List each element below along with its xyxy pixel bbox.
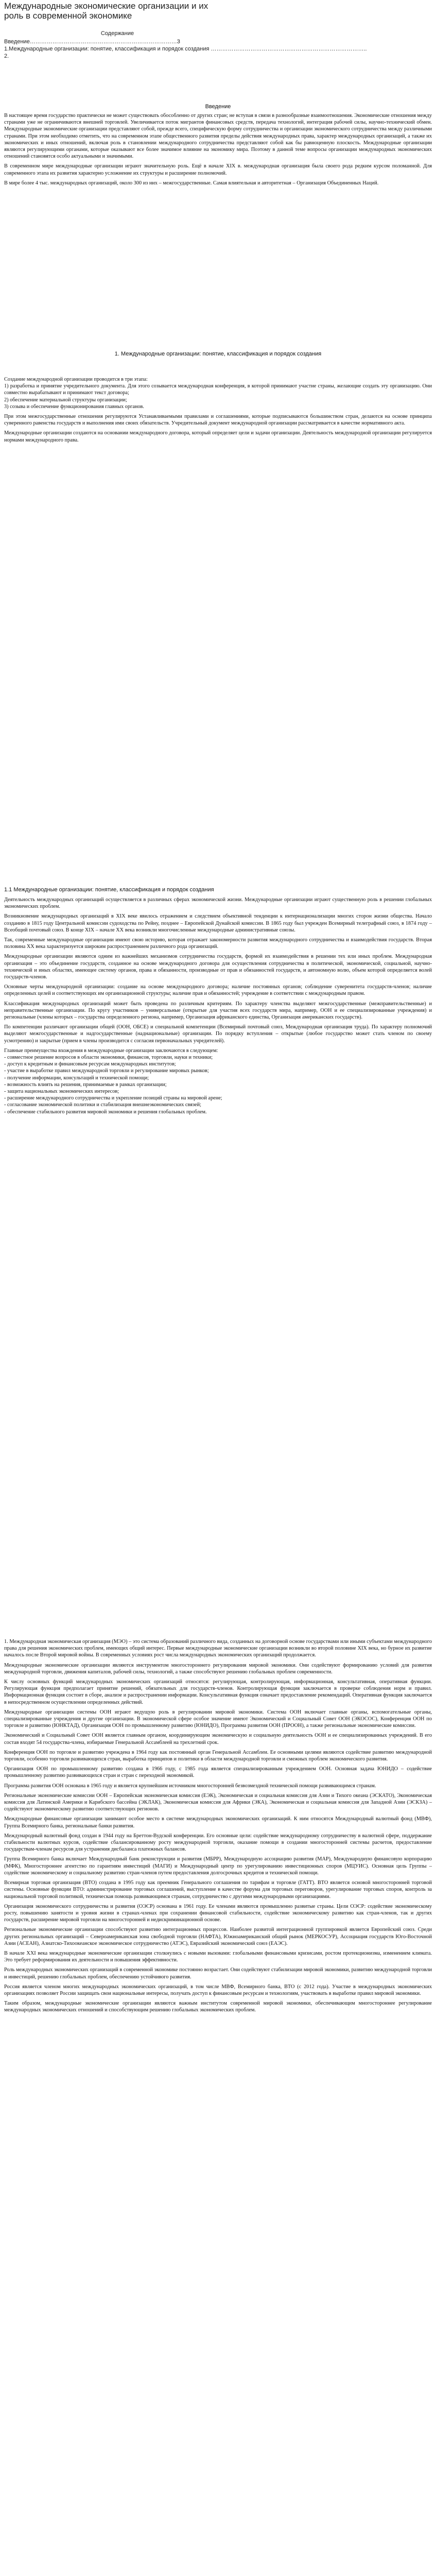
- list-item: - защита национальных экономических интересов;: [4, 1089, 119, 1095]
- intro-heading: Введение: [205, 104, 231, 110]
- list-item: - совместное решение вопросов в области экономики, финансов, торговли, науки и техники;: [4, 1055, 213, 1061]
- paragraph: Конференция ООН по торговле и развитию учреждена в 1964 году как постоянный орган Генеральной Ассамблеи. Ее основными целями являются содействие развитию международной торговли, особенно торговли развивающихся стран, выработка принципов и политики в области международной торговли и смежных проблем экономического развития.: [4, 1749, 432, 1762]
- document-title: Международные экономические организации и их роль в современной экономике: [4, 1, 208, 21]
- paragraph: Программа развития ООН основана в 1965 году и является крупнейшим источником многосторонней безвозмездной технической помощи развивающимся странам.: [4, 1783, 376, 1789]
- toc-item-intro[interactable]: Введение……………………………………………………………………3: [4, 39, 180, 45]
- list-item: - расширение международного сотрудничества и укрепление позиций страны на мировой арене;: [4, 1095, 222, 1101]
- paragraph: В современном мире международные организации играют значительную роль. Ещё в начале XIX в. международная организация была своего рода редким курсом поломанной. Для современного этапа их развития характерно усложнение их структуры и расширение полномочий.: [4, 163, 432, 176]
- paragraph: 2) обеспечение материальной структуры организации;: [4, 397, 127, 403]
- paragraph: Экономический и Социальный Совет ООН является главным органом, координирующим экономическую и социальную деятельность ООН и ее специализированных учреждений. В его состав входят 54 государства-члена, избираемые Генеральной Ассамблеей на трехлетний срок.: [4, 1733, 432, 1745]
- paragraph: Организация ООН по промышленному развитию создана в 1966 году, с 1985 года является специализированным учреждением ООН. Основная задача ЮНИДО – содействие промышленному развитию развивающихся стран и стран с переходной экономикой.: [4, 1766, 432, 1779]
- paragraph: Международные финансовые организации занимают особое место в системе международных экономических организаций. К ним относятся Международный валютный фонд (МВФ), Группа Всемирного банка, региональные банки развития.: [4, 1816, 432, 1829]
- list-item: - обеспечение стабильного развития мировой экономики и решения глобальных проблем.: [4, 1109, 207, 1115]
- toc-item-1[interactable]: 1.Международные организации: понятие, классификация и порядок создания ………………………………………………………………………..: [4, 46, 367, 52]
- paragraph: 3) созыва и обеспечение функционирования главных органов.: [4, 403, 144, 410]
- paragraph: Международные экономические организации являются инструментом многостороннего регулирования мировой экономики. Они содействуют формированию условий для развития международной торговли, движения капиталов, рабочей силы, технологий, а также способствуют решению глобальных проблем современности.: [4, 1662, 432, 1675]
- section-1-1-heading: 1.1 Международные организации: понятие, классификация и порядок создания: [4, 887, 214, 893]
- paragraph: По компетенции различают организации общей (ООН, ОБСЕ) и специальной компетенции (Всемирный почтовый союз, Международная организация труда). По характеру полномочий выделяют межгосударственные и надгосударственные (наднациональные) организации. По порядку вступления – открытые (любое государство может стать членом по своему усмотрению) и закрытые (прием в члены производится с согласия первоначальных учредителей).: [4, 1024, 432, 1044]
- chapter1-text: [4, 376, 432, 444]
- paragraph: Группа Всемирного банка включает Международный банк реконструкции и развития (МБРР), Международную ассоциацию развития (МАР), Международную финансовую корпорацию (МФК), Многостороннее агентство по гарантиям инвестиций (МАГИ) и Международный центр по урегулированию инвестиционных споров (МЦУИС). Основная цель Группы – содействие экономическому и социальному развитию стран-членов путем предоставления долгосрочных кредитов и технической помощи.: [4, 1856, 432, 1876]
- paragraph: Таким образом, международные экономические организации являются важным институтом современной мировой экономики, обеспечивающим многостороннее регулирование международных экономических отношений и способствующим решению глобальных экономических проблем.: [4, 2001, 432, 2013]
- toc-item-2[interactable]: 2.: [4, 53, 9, 59]
- section-1-1-text: [4, 896, 432, 1115]
- list-item: - возможность влиять на решения, принимаемые в рамках организации;: [4, 1081, 167, 1088]
- paragraph: Основные черты международной организации: создание на основе международного договора; наличие постоянных органов; соблюдение суверенитета государств-членов; наличие определенных целей и соответствующих им организационной структуры; наличие прав и обязанностей; учреждение в соответствии с международным правом.: [4, 984, 432, 997]
- paragraph: Всемирная торговая организация (ВТО) создана в 1995 году как преемник Генерального соглашения по тарифам и торговле (ГАТТ). ВТО является основой многосторонней торговой системы. Основные функции ВТО: администрирование торговых соглашений, выступление в качестве форума для торговых переговоров, урегулирование торговых споров, контроль за национальной торговой политикой, техническая помощь развивающимся странам, сотрудничество с другими международными организациями.: [4, 1880, 432, 1900]
- toc-heading: Содержание: [100, 30, 134, 37]
- list-item: - согласование экономической политики и стабилизация внешнеэкономических связей;: [4, 1102, 201, 1108]
- paragraph: Классификация международных организаций может быть проведена по различным критериям. По характеру членства выделяют межгосударственные (межправительственные) и неправительственные организации. По кругу участников – универсальные (открытые для участия всех государств мира, например, ООН и ее специализированные учреждения) и региональные (члены которых – государства определенного региона, например, Организация африканского единства, Организация американских государств).: [4, 1001, 432, 1021]
- section-1-1-continued-text: [4, 1638, 432, 2014]
- paragraph: К числу основных функций международных экономических организаций относятся: регулирующая, контролирующая, информационная, консультативная, оперативная функции. Регулирующая функция предполагает принятие решений, обязательных для государств-членов. Контролирующая функция заключается в проверке соблюдения норм и правил. Информационная функция состоит в сборе, анализе и распространении информации. Консультативная функция означает предоставление рекомендаций. Оперативная функция заключается в непосредственном осуществлении определенных действий.: [4, 1679, 432, 1705]
- paragraph: Так, современные международные организации имеют свою историю, которая отражает закономерности развития международного сотрудничества и взаимодействия государств. Вторая половина XX века характеризуется широким распространением различного рода организаций.: [4, 937, 432, 950]
- paragraph: Международные организации системы ООН играют ведущую роль в регулировании мировой экономики. Система ООН включает главные органы, вспомогательные органы, специализированные учреждения и другие организации. В экономической сфере особое значение имеют Экономический и Социальный Совет ООН (ЭКОСОС), Конференция ООН по торговле и развитию (ЮНКТАД), Организация ООН по промышленному развитию (ЮНИДО), Программа развития ООН (ПРООН), а также региональные экономические комиссии.: [4, 1709, 432, 1729]
- paragraph: Международный валютный фонд создан в 1944 году на Бреттон-Вудской конференции. Его основные цели: содействие международному сотрудничеству в валютной сфере, поддержание стабильности валютных курсов, содействие сбалансированному росту международной торговли, оказание помощи в создании многосторонней системы расчетов, предоставление государствам-членам ресурсов для устранения дисбаланса платежных балансов.: [4, 1833, 432, 1853]
- paragraph: Международные организации создаются на основании международного договора, который определяет цели и задачи организации. Деятельность международной организации регулируется нормами международного права.: [4, 430, 432, 443]
- paragraph: Главные преимущества вхождения в международные организации заключаются в следующем:: [4, 1047, 218, 1054]
- paragraph: Региональные экономические организации способствуют развитию интеграционных процессов. Наиболее развитой интеграционной группировкой является Европейский союз. Среди других региональных организаций – Североамериканская зона свободной торговли (НАФТА), Южноамериканский общий рынок (МЕРКОСУР), Ассоциация государств Юго-Восточной Азии (АСЕАН), Азиатско-Тихоокеанское экономическое сотрудничество (АТЭС), Евразийский экономический союз (ЕАЭС).: [4, 1927, 432, 1946]
- table-of-contents: [4, 30, 367, 60]
- chapter1-heading: 1. Международные организации: понятие, классификация и порядок создания: [114, 351, 322, 357]
- intro-text: [4, 112, 432, 187]
- paragraph: Организация экономического сотрудничества и развития (ОЭСР) основана в 1961 году. Ее членами являются промышленно развитые страны. Цели ОЭСР: содействие экономическому росту, повышению занятости и уровня жизни в странах-членах при сохранении финансовой стабильности, содействие экономическому развитию как стран-членов, так и других государств, расширение мировой торговли на многосторонней и недискриминационной основе.: [4, 1903, 432, 1923]
- paragraph: Возникновение международных организаций в XIX веке явилось отражением и следствием объективной тенденции к интернационализации многих сторон жизни общества. Начало созданию в 1815 году Центральной комиссии судоходства по Рейну, позднее – Европейской Дунайской комиссии. В 1865 году был учрежден Всемирный телеграфный союз, в 1874 году – Всеобщий почтовый союз. В конце XIX – начале XX века возникли многочисленные международные административные союзы.: [4, 913, 432, 933]
- list-item: - доступ к кредитным и финансовым ресурсам международных институтов;: [4, 1061, 176, 1067]
- paragraph: В начале XXI века международные экономические организации столкнулись с новыми вызовами: глобальными финансовыми кризисами, ростом протекционизма, изменением климата. Это требует реформирования их деятельности и повышения эффективности.: [4, 1950, 432, 1963]
- paragraph: Международные организации являются одним из важнейших механизмов сотрудничества государств, формой их взаимодействия в решении тех или иных проблем. Международная организация – это объединение государств, созданное на основе международного договора для осуществления сотрудничества в политической, экономической, социальной, научно-технической и иных областях, имеющее систему органов, права и обязанности, производные от прав и обязанностей государств, и автономную волю, объем которой определяется волей государств-членов.: [4, 954, 432, 980]
- paragraph: В мире более 4 тыс. международных организаций, около 300 из них – межгосударственные. Самая влиятельная и авторитетная – Организация Объединенных Наций.: [4, 180, 379, 186]
- paragraph: Россия является членом многих международных экономических организаций, в том числе МВФ, Всемирного банка, ВТО (с 2012 года). Участие в международных экономических организациях позволяет России защищать свои национальные интересы, получать доступ к финансовым ресурсам и технологиям, участвовать в выработке правил мировой экономики.: [4, 1984, 432, 1996]
- paragraph: Создание международной организации проводится в три этапа:: [4, 377, 148, 382]
- list-item: - получение информации, консультаций и технической помощи;: [4, 1075, 149, 1081]
- paragraph: Региональные экономические комиссии ООН – Европейская экономическая комиссия (ЕЭК), Экономическая и социальная комиссия для Азии и Тихого океана (ЭСКАТО), Экономическая комиссия для Латинской Америки и Карибского бассейна (ЭКЛАК), Экономическая комиссия для Африки (ЭКА), Экономическая и социальная комиссия для Западной Азии (ЭСКЗА) – содействуют экономическому развитию соответствующих регионов.: [4, 1792, 432, 1812]
- paragraph: При этом межгосударственные отношения регулируются Устанавливаемыми правилами и соглашениями, которые подписываются большинством стран, делаются на основе принципа суверенного равенства государств и выполнения ими своих обязательств. Учредительный документ международной организации рассматривается в качестве нормативного акта.: [4, 414, 432, 427]
- paragraph: В настоящее время государство практически не может существовать обособленно от других стран; не вступая в связи в разнообразные взаимоотношения. Экономические отношения между странами уже не ограничиваются внешней торговлей. Увеличивается поток мигрантов финансовых средств, передача технологий, интеграция рабочей силы, научно-технический обмен. Международные экономические организации представляют собой, прежде всего, специфическую форму сотрудничества и организации экономического сотрудничества между различными странами. При этом необходимо отметить, что на современном этапе общественного развития пределы действия международных права, характер международных организаций, а также их экономических и иных отношений, включая роль в становлении международного сотрудничества представляют собой как бы равноценную плоскость. Международные организации являются регулирующими органами, которые оказывают все более значимое влияние на экономику мира. Поэтому в данной теме вопросы организации международных экономических отношений становятся особо актуальными и значимыми.: [4, 113, 432, 160]
- paragraph: Деятельность международных организаций осуществляется в различных сферах экономической жизни. Международные организации играют существенную роль в решении глобальных экономических проблем.: [4, 897, 432, 910]
- paragraph: Роль международных экономических организаций в современной экономике постоянно возрастает. Они содействуют стабилизации мировой экономики, развитию международной торговли и инвестиций, решению глобальных проблем, обеспечению устойчивого развития.: [4, 1967, 432, 1980]
- list-item: - участие в выработке правил международной торговли и регулирование мировых рынков;: [4, 1068, 209, 1074]
- paragraph: 1) разработка и принятие учредительного документа. Для этого созывается международная конференция, в которой принимают участие страны, желающие создать эту организацию. Они совместно вырабатывают и принимают текст договора;: [4, 383, 432, 396]
- paragraph: 1. Международная экономическая организация (МЭО) – это система образований различного вида, созданных на договорной основе государствами или иными субъектами международного права для решения экономических проблем, имеющих общий интерес. Первые международные экономические организации возникли во второй половине XIX века, но бурное их развитие началось после Второй мировой войны. В современных условиях рост числа международных экономических организаций продолжается.: [4, 1639, 432, 1658]
